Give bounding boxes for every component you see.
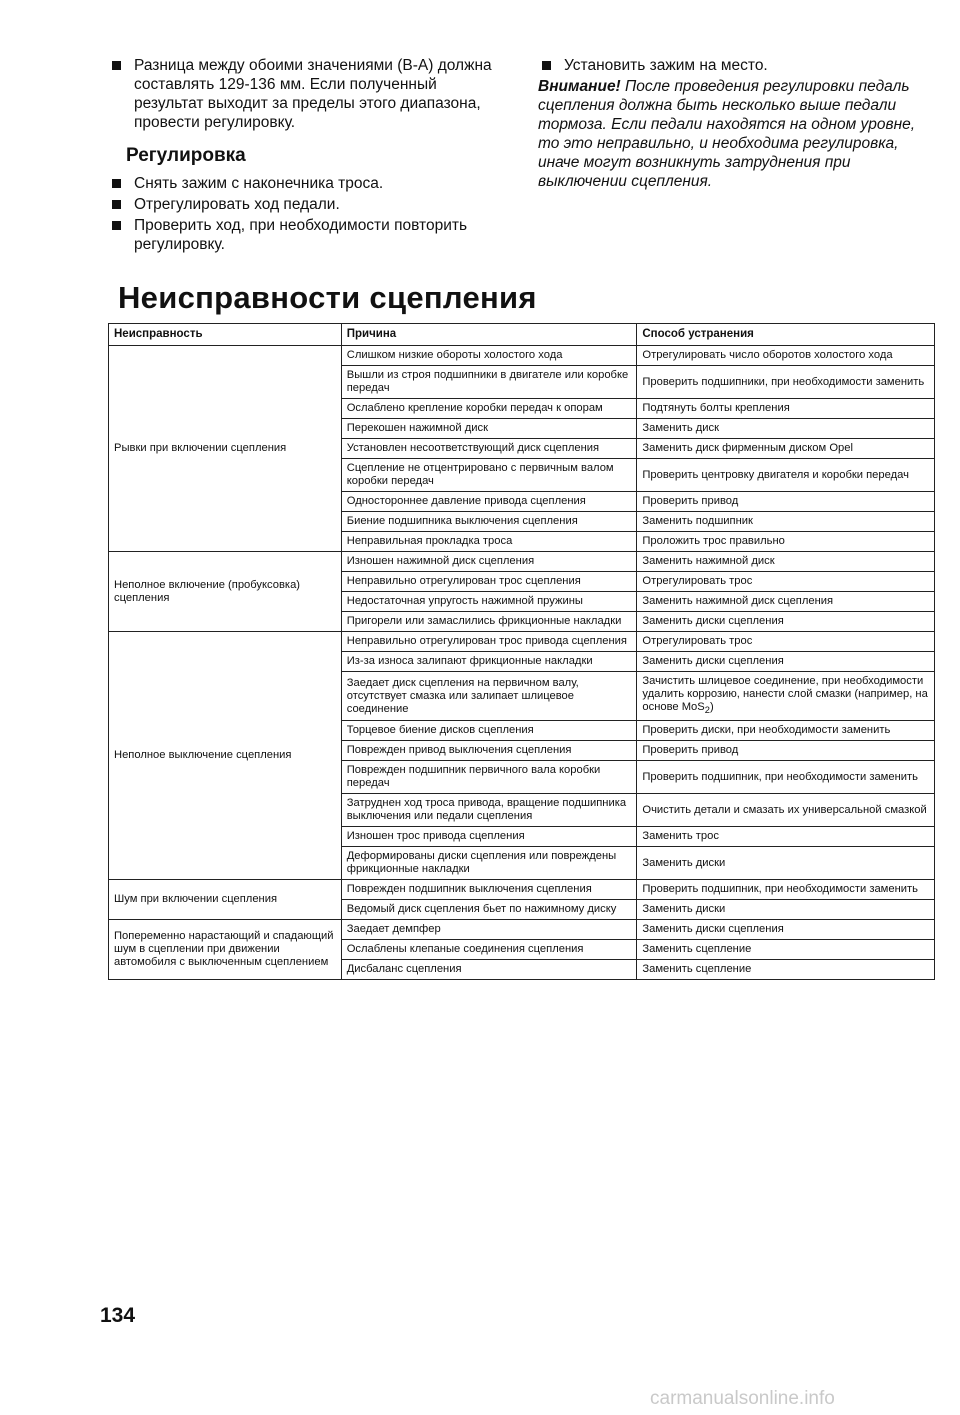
cause-cell: Пригорели или замаслились фрикционные накладки — [341, 612, 637, 632]
cause-cell: Поврежден подшипник выключения сцепления — [341, 880, 637, 900]
remedy-cell: Проверить подшипники, при необходимости заменить — [637, 366, 935, 399]
cause-cell: Ослаблены клепаные соединения сцепления — [341, 940, 637, 960]
cause-cell: Дисбаланс сцепления — [341, 960, 637, 980]
watermark: carmanualsonline.info — [650, 1388, 835, 1409]
remedy-cell: Заменить нажимной диск — [637, 552, 935, 572]
remedy-cell: Заменить трос — [637, 827, 935, 847]
step-text: Проверить ход, при необходимости повторить регулировку. — [134, 217, 468, 253]
remedy-cell: Заменить диски — [637, 847, 935, 880]
cause-cell: Ведомый диск сцепления бьет по нажимному диску — [341, 900, 637, 920]
cause-cell: Неправильно отрегулирован трос привода сцепления — [341, 632, 637, 652]
table-row — [109, 346, 935, 366]
cause-cell: Торцевое биение дисков сцепления — [341, 721, 637, 741]
cause-cell: Деформированы диски сцепления или повреждены фрикционные накладки — [341, 847, 637, 880]
remedy-cell: Проверить подшипник, при необходимости заменить — [637, 761, 935, 794]
cause-cell: Изношен нажимной диск сцепления — [341, 552, 637, 572]
cause-cell: Биение подшипника выключения сцепления — [341, 512, 637, 532]
section-title: Неисправности сцепления — [118, 280, 537, 315]
bullet-item — [108, 56, 508, 132]
left-column — [108, 56, 508, 256]
remedy-cell: Заменить диски сцепления — [637, 652, 935, 672]
remedy-cell: Заменить подшипник — [637, 512, 935, 532]
remedy-cell: Проверить диски, при необходимости заменить — [637, 721, 935, 741]
remedy-cell: Заменить диск фирменным диском Opel — [637, 439, 935, 459]
cause-cell: Заедает демпфер — [341, 920, 637, 940]
step-item — [108, 216, 508, 254]
table-row — [109, 632, 935, 652]
bullet-text: Разница между обоими значениями (В-А) должна составлять 129-136 мм. Если полученный результат выходит за пределы этого диапазона, провести регулировку. — [134, 57, 492, 131]
right-column — [538, 56, 938, 191]
fault-cell: Рывки при включении сцепления — [109, 346, 342, 552]
cause-cell: Слишком низкие обороты холостого хода — [341, 346, 637, 366]
table-row — [109, 880, 935, 900]
subscript-2: 2 — [704, 705, 710, 716]
bullet-square-icon — [542, 61, 551, 70]
header-remedy: Способ устранения — [637, 324, 935, 346]
bullet-text: Установить зажим на место. — [564, 57, 768, 74]
bullet-item — [538, 56, 938, 75]
warning-text: После проведения регулировки педаль сцепления должна быть несколько выше педали тормоза. Если педали находятся на одном уровне, то это неправильно, и необходима регулировка, иначе могут возникнуть затруднения при выключении сцепления. — [538, 78, 916, 190]
header-fault: Неисправность — [109, 324, 342, 346]
cause-cell: Неправильно отрегулирован трос сцепления — [341, 572, 637, 592]
remedy-cell: Проверить центровку двигателя и коробки передач — [637, 459, 935, 492]
cause-cell: Ослаблено крепление коробки передач к опорам — [341, 399, 637, 419]
warning-label: Внимание! — [538, 78, 621, 95]
header-cause: Причина — [341, 324, 637, 346]
remedy-cell: Проложить трос правильно — [637, 532, 935, 552]
table-header-row — [109, 324, 935, 346]
remedy-cell: Заменить диск — [637, 419, 935, 439]
bullet-square-icon — [112, 200, 121, 209]
remedy-cell: Проверить подшипник, при необходимости заменить — [637, 880, 935, 900]
cause-cell: Затруднен ход троса привода, вращение подшипника выключения или педали сцепления — [341, 794, 637, 827]
cause-cell: Поврежден привод выключения сцепления — [341, 741, 637, 761]
cause-cell: Неправильная прокладка троса — [341, 532, 637, 552]
cause-cell: Из-за износа залипают фрикционные накладки — [341, 652, 637, 672]
table-row — [109, 920, 935, 940]
bullet-square-icon — [112, 179, 121, 188]
remedy-cell: Отрегулировать трос — [637, 572, 935, 592]
table-row — [109, 552, 935, 572]
remedy-cell: Заменить диски сцепления — [637, 920, 935, 940]
step-item — [108, 174, 508, 193]
warning-note — [538, 77, 938, 191]
subheading: Регулировка — [126, 145, 246, 166]
remedy-cell: Зачистить шлицевое соединение, при необходимости удалить коррозию, нанести слой смазки (например, на основе MoS$_2$) — [637, 672, 935, 721]
remedy-cell: Заменить сцепление — [637, 960, 935, 980]
remedy-cell: Проверить привод — [637, 741, 935, 761]
fault-cell: Неполное выключение сцепления — [109, 632, 342, 880]
remedy-cell: Заменить диски — [637, 900, 935, 920]
bullet-square-icon — [112, 221, 121, 230]
remedy-cell: Отрегулировать трос — [637, 632, 935, 652]
table-body — [109, 346, 935, 980]
remedy-cell: Отрегулировать число оборотов холостого хода — [637, 346, 935, 366]
cause-cell: Перекошен нажимной диск — [341, 419, 637, 439]
remedy-cell: Проверить привод — [637, 492, 935, 512]
cause-cell: Одностороннее давление привода сцепления — [341, 492, 637, 512]
remedy-cell: Заменить диски сцепления — [637, 612, 935, 632]
cause-cell: Поврежден подшипник первичного вала коробки передач — [341, 761, 637, 794]
cause-cell: Заедает диск сцепления на первичном валу, отсутствует смазка или залипает шлицевое соединение — [341, 672, 637, 721]
remedy-cell: Очистить детали и смазать их универсальной смазкой — [637, 794, 935, 827]
cause-cell: Сцепление не отцентрировано с первичным валом коробки передач — [341, 459, 637, 492]
step-item — [108, 195, 508, 214]
fault-cell: Неполное включение (пробуксовка) сцепления — [109, 552, 342, 632]
bullet-square-icon — [112, 61, 121, 70]
fault-cell: Шум при включении сцепления — [109, 880, 342, 920]
page-number: 134 — [100, 1304, 136, 1327]
cause-cell: Вышли из строя подшипники в двигателе или коробке передач — [341, 366, 637, 399]
remedy-cell: Подтянуть болты крепления — [637, 399, 935, 419]
cause-cell: Установлен несоответствующий диск сцепления — [341, 439, 637, 459]
cause-cell: Недостаточная упругость нажимной пружины — [341, 592, 637, 612]
remedy-cell: Заменить сцепление — [637, 940, 935, 960]
fault-cell: Попеременно нарастающий и спадающий шум в сцеплении при движении автомобиля с выключенным сцеплением — [109, 920, 342, 980]
troubleshooting-table — [108, 323, 935, 980]
step-text: Снять зажим с наконечника троса. — [134, 175, 384, 192]
remedy-cell: Заменить нажимной диск сцепления — [637, 592, 935, 612]
step-text: Отрегулировать ход педали. — [134, 196, 340, 213]
cause-cell: Изношен трос привода сцепления — [341, 827, 637, 847]
